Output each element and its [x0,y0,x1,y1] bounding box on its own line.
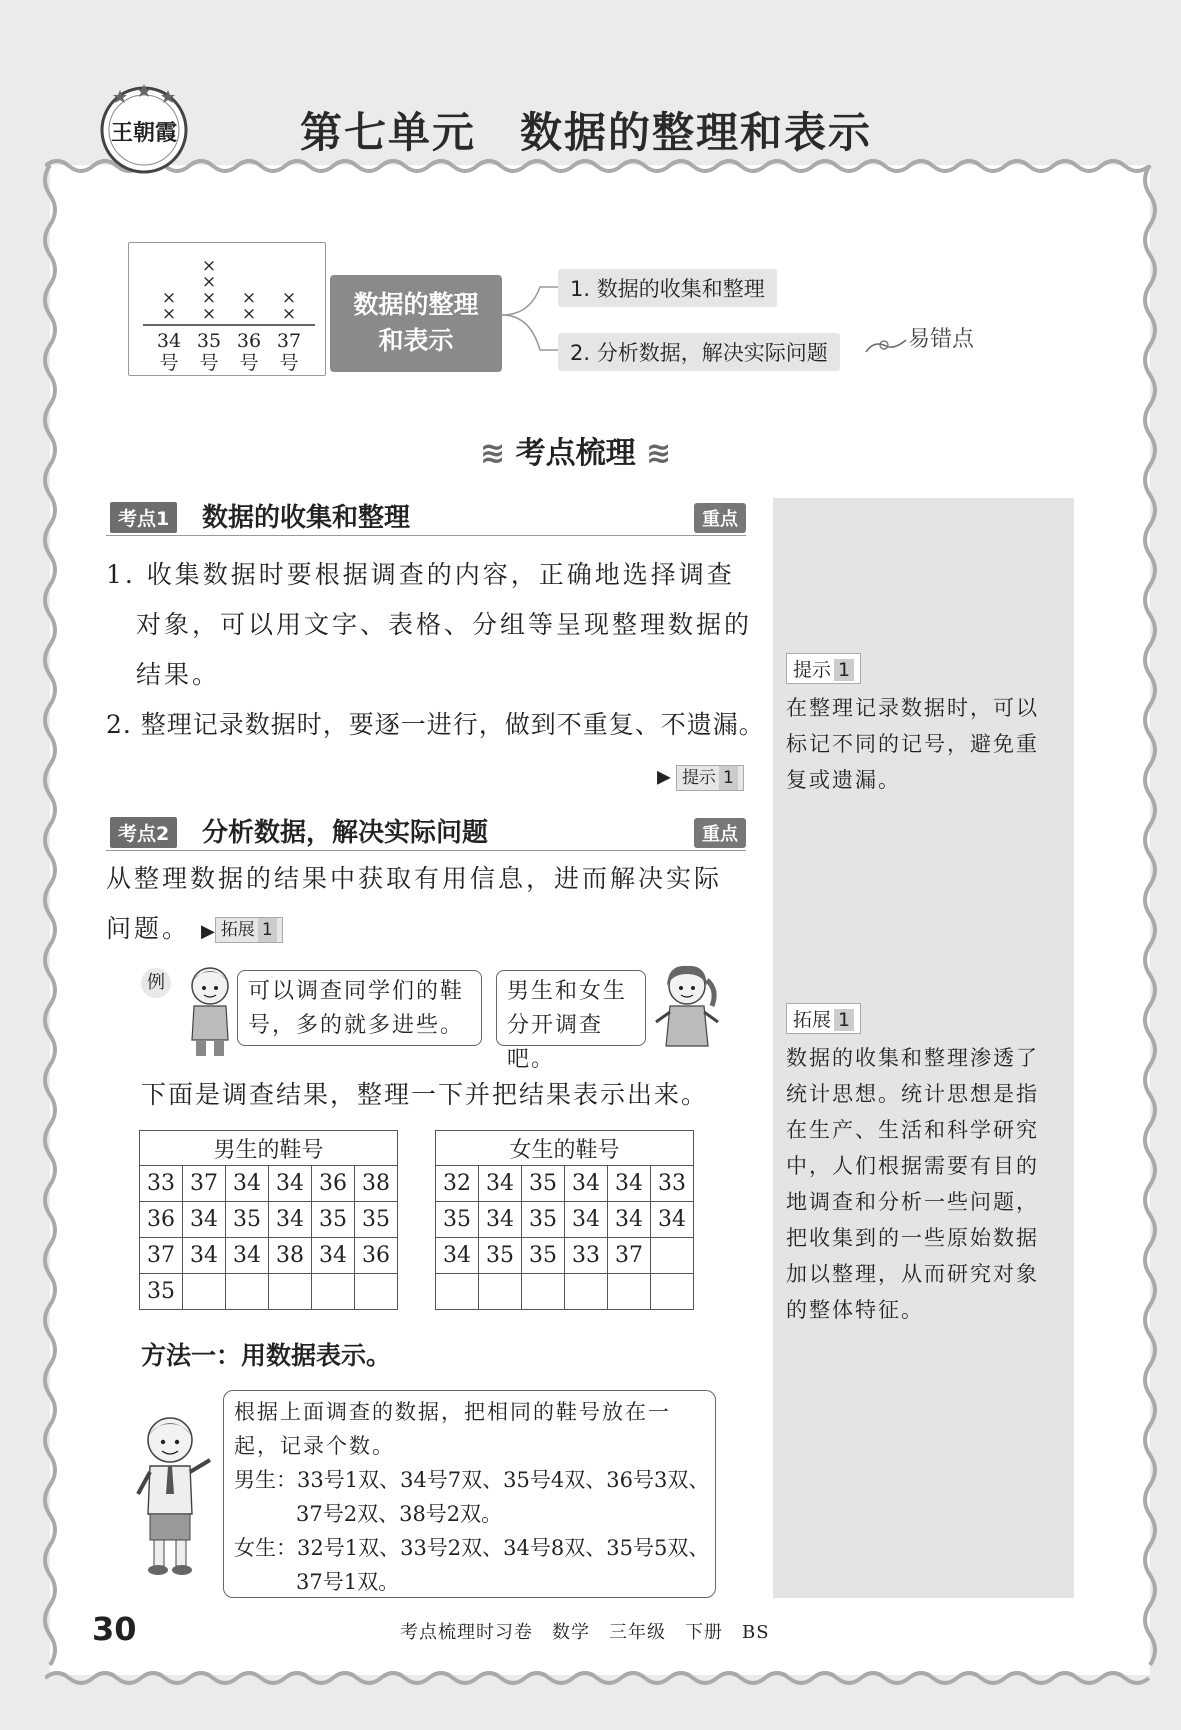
logo-text: 王朝霞 [110,120,178,146]
table-cell: 35 [140,1274,183,1310]
table-row [140,1202,398,1238]
dot-label-num: 36 [236,330,262,352]
dot-plot-mark: × [241,304,257,324]
girls-shoe-table [435,1130,694,1310]
sidebar-hint-line: 标记不同的记号，避免重 [786,732,1039,756]
kp1-hint-ref[interactable] [657,765,744,791]
table-cell [479,1274,522,1310]
table-cell: 35 [522,1202,565,1238]
table-cell: 34 [436,1238,479,1274]
kp2-ext-label: 拓展 [220,920,255,940]
table-row [436,1238,694,1274]
kp2-tag: 考点2 [110,817,177,848]
dot-plot-mark: × [201,304,217,324]
table-cell [226,1274,269,1310]
sidebar-hint-line: 复或遗漏。 [786,768,901,792]
table-cell: 35 [312,1202,355,1238]
kp2-body [106,854,756,957]
dot-label-num: 34 [156,330,182,352]
boys-shoe-table [139,1130,398,1310]
dot-plot [129,243,325,375]
dot-plot-mark: × [201,256,217,276]
sidebar-ext-line: 加以整理，从而研究对象 [786,1262,1039,1286]
table-cell: 37 [183,1166,226,1202]
table-cell [436,1274,479,1310]
wavy-border-left [40,165,60,1675]
kp2-text-line: 从整理数据的结果中获取有用信息，进而解决实际 [106,864,723,893]
table-cell: 38 [269,1238,312,1274]
table-cell [651,1238,694,1274]
kp2-text-line: 问题。 [106,914,191,943]
table-row [140,1238,398,1274]
sidebar-ext-line: 把收集到的一些原始数据 [786,1226,1039,1250]
dot-plot-mark: × [161,288,177,308]
kp1-body [106,550,765,750]
play-arrow-icon: ▶ [657,766,671,788]
table-cell: 35 [226,1202,269,1238]
method1-text: 起，记录个数。 [234,1434,395,1458]
wavy-border-right [1140,165,1160,1675]
sidebar-ext-tag-label: 拓展 [793,1009,832,1031]
dot-label-suffix: 号 [239,352,259,374]
kp1-hint-tag [676,765,744,791]
table-cell: 34 [565,1202,608,1238]
method1-boys: 37号2双、38号2双。 [296,1502,503,1526]
dot-label-suffix: 号 [279,352,299,374]
topic-line-1: 数据的整理 [353,290,479,319]
branch-item-1: 1. 数据的收集和整理 [558,269,777,307]
kp1-hint-num: 1 [719,766,738,790]
table-cell: 34 [312,1238,355,1274]
table-row [140,1166,398,1202]
sidebar-ext-tag [786,1003,861,1034]
kp2-ext-ref[interactable] [201,914,283,943]
sidebar-ext-line: 的整体特征。 [786,1298,924,1322]
table-cell: 34 [479,1166,522,1202]
method1-label: 方法一：用数据表示。 [141,1341,392,1370]
method1-box [223,1390,716,1598]
table-cell: 34 [651,1202,694,1238]
kp1-title: 数据的收集和整理 [202,503,411,533]
mistake-arrow-icon [864,330,908,360]
sidebar-hint-tag-label: 提示 [793,659,832,681]
dot-label-num: 37 [276,330,302,352]
dot-plot-mark: × [281,304,297,324]
sidebar [773,498,1074,1598]
dot-plot-mark: × [241,288,257,308]
table-cell: 34 [269,1166,312,1202]
kp2-header [106,812,746,851]
page-title: 第七单元 数据的整理和表示 [300,108,873,157]
speech-bubble-boy: 可以调查同学们的鞋号，多的就多进些。 [237,970,482,1046]
table-cell [312,1274,355,1310]
kp1-item1-line: 结果。 [136,660,221,689]
dot-label-num: 35 [196,330,222,352]
example-instruction: 下面是调查结果，整理一下并把结果表示出来。 [141,1080,709,1109]
table-cell: 35 [436,1202,479,1238]
table-row [140,1274,398,1310]
kp2-title: 分析数据，解决实际问题 [202,818,489,848]
sidebar-hint [786,653,1039,798]
sidebar-ext-line: 地调查和分析一些问题， [786,1190,1039,1214]
example-label: 例 [141,968,171,998]
girl-character-icon [652,960,722,1060]
table-cell [522,1274,565,1310]
table-row [436,1166,694,1202]
sidebar-ext-line: 在生产、生活和科学研究 [786,1118,1039,1142]
dot-plot-box [128,242,326,376]
sidebar-ext-tag-num: 1 [834,1009,854,1031]
kp2-ext-tag [215,917,283,943]
dot-plot-mark: × [201,288,217,308]
kp2-ext-num: 1 [258,918,277,942]
play-arrow-icon: ▶ [200,921,215,942]
kp1-item1-line: 对象，可以用文字、表格、分组等呈现整理数据的 [136,610,753,639]
table-cell: 33 [651,1166,694,1202]
table-cell: 35 [355,1202,398,1238]
sidebar-ext-line: 中，人们根据需要有目的 [786,1154,1039,1178]
sidebar-ext-line: 数据的收集和整理渗透了 [786,1046,1039,1070]
branch-item-2: 2. 分析数据，解决实际问题 [558,333,840,371]
table-cell: 37 [608,1238,651,1274]
mistake-label: 易错点 [908,327,975,352]
table-cell [355,1274,398,1310]
dot-plot-mark: × [281,288,297,308]
topic-line-2: 和表示 [378,326,454,355]
boy-character-icon [182,960,240,1060]
table-cell: 33 [140,1166,183,1202]
table-row [436,1202,694,1238]
table-cell: 34 [608,1202,651,1238]
section-title: 考点梳理 [515,436,636,471]
table-cell: 34 [479,1202,522,1238]
kp1-tag: 考点1 [110,502,177,533]
table-cell: 35 [479,1238,522,1274]
table-cell: 36 [140,1202,183,1238]
page-number: 30 [92,1610,137,1648]
table-cell: 34 [269,1202,312,1238]
table-cell [565,1274,608,1310]
boys-table-title: 男生的鞋号 [140,1131,398,1166]
table-cell: 35 [522,1166,565,1202]
table-cell: 34 [608,1166,651,1202]
sidebar-extension [786,1003,1039,1328]
sidebar-ext-line: 统计思想。统计思想是指 [786,1082,1039,1106]
table-cell [269,1274,312,1310]
sidebar-hint-tag [786,653,861,684]
table-row [436,1274,694,1310]
sidebar-hint-tag-num: 1 [834,659,854,681]
table-cell: 35 [522,1238,565,1274]
table-cell: 34 [183,1202,226,1238]
wavy-border-bottom [45,1668,1155,1688]
table-cell: 37 [140,1238,183,1274]
table-cell: 34 [183,1238,226,1274]
wave-left-icon: ≋ [480,436,516,471]
method1-girls: 女生：32号1双、33号2双、34号8双、35号5双、 [234,1536,710,1560]
section-title-row [480,428,671,472]
table-cell: 38 [355,1166,398,1202]
dot-label-suffix: 号 [159,352,179,374]
table-cell: 36 [355,1238,398,1274]
table-cell [608,1274,651,1310]
method1-boys: 男生：33号1双、34号7双、35号4双、36号3双、 [234,1468,710,1492]
method1-girls: 37号1双。 [296,1570,400,1594]
table-cell: 34 [565,1166,608,1202]
sidebar-hint-line: 在整理记录数据时，可以 [786,696,1039,720]
brand-logo [98,82,190,174]
kp2-badge: 重点 [694,818,746,848]
kp1-item1-line: 1. 收集数据时要根据调查的内容，正确地选择调查 [106,560,735,589]
teacher-boy-icon [130,1410,220,1580]
kp1-item2: 2. 整理记录数据时，要逐一进行，做到不重复、不遗漏。 [106,710,765,739]
method1-text: 根据上面调查的数据，把相同的鞋号放在一 [234,1400,671,1424]
dot-plot-mark: × [161,304,177,324]
kp1-badge: 重点 [694,503,746,533]
wave-right-icon: ≋ [635,436,672,471]
table-cell: 34 [226,1238,269,1274]
table-cell: 33 [565,1238,608,1274]
footer-text: 考点梳理时习卷 数学 三年级 下册 BS [400,1622,770,1643]
table-cell: 34 [226,1166,269,1202]
table-cell: 36 [312,1166,355,1202]
kp1-header [106,497,746,536]
table-cell: 32 [436,1166,479,1202]
speech-bubble-girl: 男生和女生分开调查吧。 [496,970,646,1046]
topic-box [330,275,502,372]
table-cell [183,1274,226,1310]
table-cell [651,1274,694,1310]
kp1-hint-label: 提示 [681,768,716,788]
dot-label-suffix: 号 [199,352,219,374]
girls-table-title: 女生的鞋号 [436,1131,694,1166]
dot-plot-mark: × [201,272,217,292]
